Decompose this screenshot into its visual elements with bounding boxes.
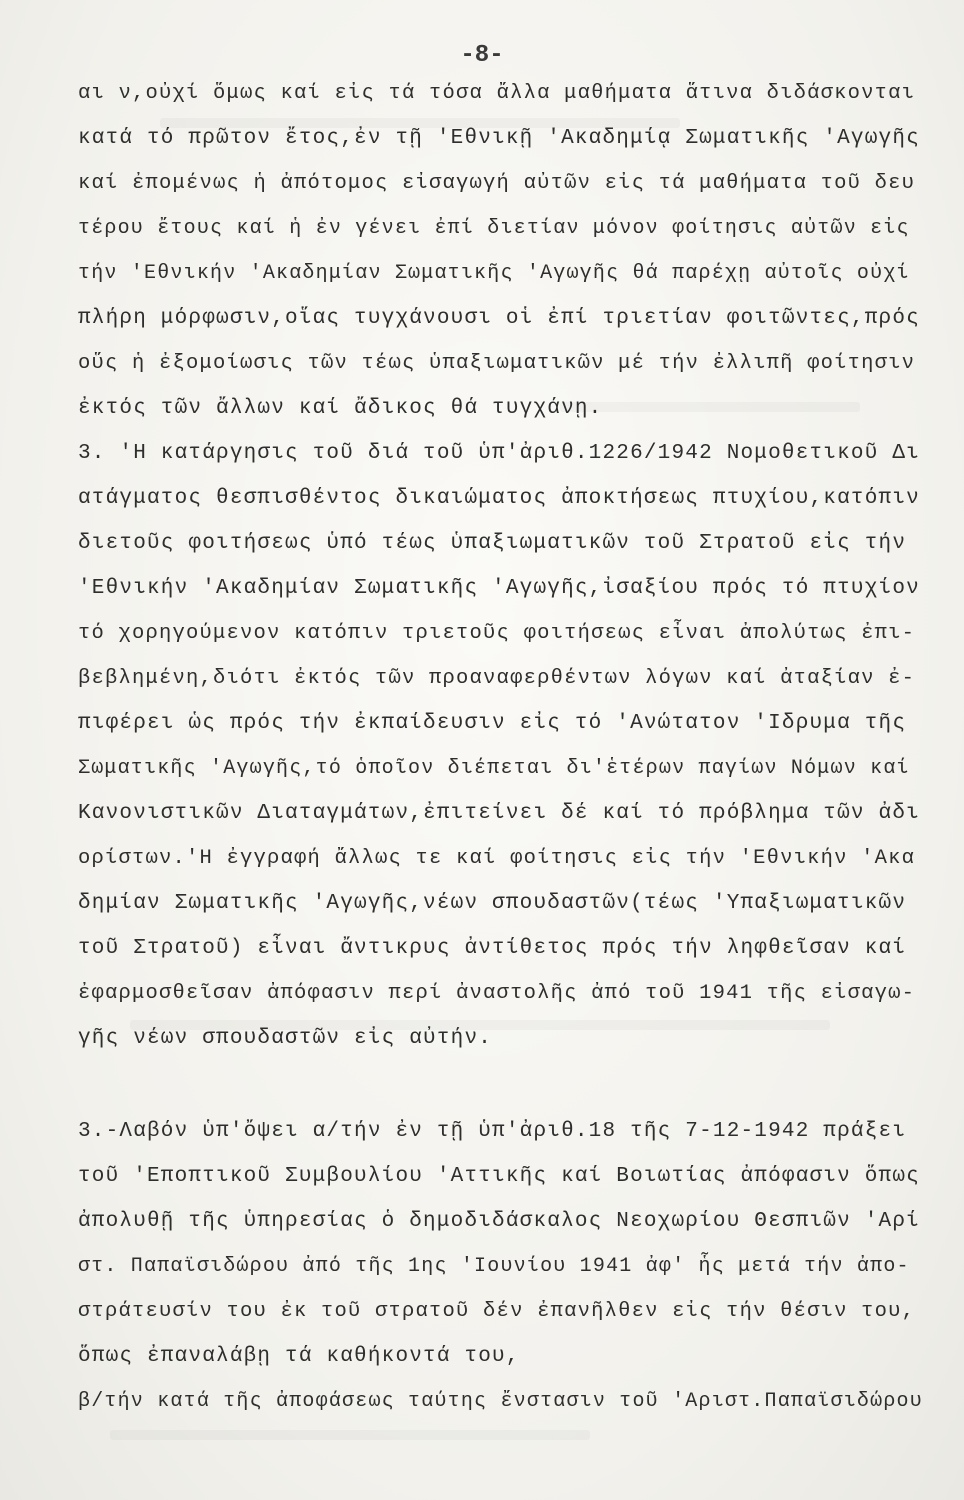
text-line: στράτευσίν του ἐκ τοῦ στρατοῦ δέν ἐπανῆλθεν εἰς τήν θέσιν του, <box>78 1300 916 1323</box>
text-line: τοῦ 'Εποπτικοῦ Συμβουλίου 'Αττικῆς καί Βοιωτίας ἀπόφασιν ὅπως <box>78 1165 920 1188</box>
text-line: Σωματικῆς 'Αγωγῆς,τό ὁποῖον διέπεται δι'ἑτέρων παγίων Νόμων καί <box>78 757 910 780</box>
text-line: ὅπως ἐπαναλάβῃ τά καθήκοντά του, <box>78 1345 520 1368</box>
text-line: καί ἐπομένως ἡ ἀπότομος εἰσαγωγή αὐτῶν εἰς τά μαθήματα τοῦ δευ <box>78 172 916 195</box>
text-line: ορίστων.'Η ἐγγραφή ἄλλως τε καί φοίτησις εἰς τήν 'Εθνικήν 'Ακα <box>78 847 916 870</box>
text-line: Κανονιστικῶν Διαταγμάτων,ἐπιτείνει δέ καί τό πρόβλημα τῶν ἀδι <box>78 802 920 825</box>
text-line: οὕς ἡ ἐξομοίωσις τῶν τέως ὑπαξιωματικῶν μέ τήν ἐλλιπῆ φοίτησιν <box>78 352 916 375</box>
text-line: διετοῦς φοιτήσεως ὑπό τέως ὑπαξιωματικῶν τοῦ Στρατοῦ εἰς τήν <box>78 532 907 555</box>
text-line: γῆς νέων σπουδαστῶν εἰς αὐτήν. <box>78 1027 493 1050</box>
bleed-through-mark <box>560 402 860 412</box>
text-line: πλήρη μόρφωσιν,οἵας τυγχάνουσι οἱ ἐπί τριετίαν φοιτῶντες,πρός <box>78 307 920 330</box>
text-line: τήν 'Εθνικήν 'Ακαδημίαν Σωματικῆς 'Αγωγῆς θά παρέχῃ αὐτοῖς οὐχί <box>78 262 910 285</box>
text-line: 'Εθνικήν 'Ακαδημίαν Σωματικῆς 'Αγωγῆς,ἰσαξίου πρός τό πτυχίον <box>78 577 920 600</box>
text-line: κατά τό πρῶτον ἔτος,ἐν τῇ 'Εθνικῇ 'Ακαδημίᾳ Σωματικῆς 'Αγωγῆς <box>78 127 920 150</box>
bleed-through-mark <box>110 1430 590 1440</box>
text-line: ἀπολυθῇ τῆς ὑπηρεσίας ὁ δημοδιδάσκαλος Νεοχωρίου Θεσπιῶν 'Αρί <box>78 1210 920 1233</box>
text-line: τέρου ἔτους καί ἡ ἐν γένει ἐπί διετίαν μόνον φοίτησις αὐτῶν εἰς <box>78 217 910 240</box>
text-line: ἐκτός τῶν ἄλλων καί ἄδικος θά τυγχάνῃ. <box>78 397 603 420</box>
text-line: αι ν,οὐχί ὅμως καί εἰς τά τόσα ἄλλα μαθήματα ἅτινα διδάσκονται <box>78 82 916 105</box>
text-line: τό χορηγούμενον κατόπιν τριετοῦς φοιτήσεως εἶναι ἀπολύτως ἐπι- <box>78 622 916 645</box>
text-line: ἐφαρμοσθεῖσαν ἀπόφασιν περί ἀναστολῆς ἀπό τοῦ 1941 τῆς εἰσαγω- <box>78 982 916 1005</box>
text-line: β/τήν κατά τῆς ἀποφάσεως ταύτης ἔνστασιν τοῦ 'Αριστ.Παπαϊσιδώρου <box>78 1390 923 1413</box>
text-line: 3.-Λαβόν ὑπ'ὄψει α/τήν ἐν τῇ ὑπ'ἀριθ.18 τῆς 7-12-1942 πράξει <box>78 1120 907 1143</box>
text-line: δημίαν Σωματικῆς 'Αγωγῆς,νέων σπουδαστῶν(τέως 'Υπαξιωματικῶν <box>78 892 907 915</box>
text-line: στ. Παπαϊσιδώρου ἀπό τῆς 1ης 'Ιουνίου 1941 ἀφ' ἧς μετά τήν ἀπο- <box>78 1255 910 1278</box>
text-line: πιφέρει ὡς πρός τήν ἐκπαίδευσιν εἰς τό 'Ανώτατον 'Ιδρυμα τῆς <box>78 712 907 735</box>
text-line: τοῦ Στρατοῦ) εἶναι ἄντικρυς ἀντίθετος πρός τήν ληφθεῖσαν καί <box>78 937 907 960</box>
text-line: βεβλημένη,διότι ἐκτός τῶν προαναφερθέντων λόγων καί ἀταξίαν ἐ- <box>78 667 916 690</box>
page-number: -8- <box>460 42 504 69</box>
text-line: 3. 'Η κατάργησις τοῦ διά τοῦ ὑπ'ἀριθ.1226/1942 Νομοθετικοῦ Δι <box>78 442 920 465</box>
text-line: ατάγματος θεσπισθέντος δικαιώματος ἀποκτήσεως πτυχίου,κατόπιν <box>78 487 920 510</box>
